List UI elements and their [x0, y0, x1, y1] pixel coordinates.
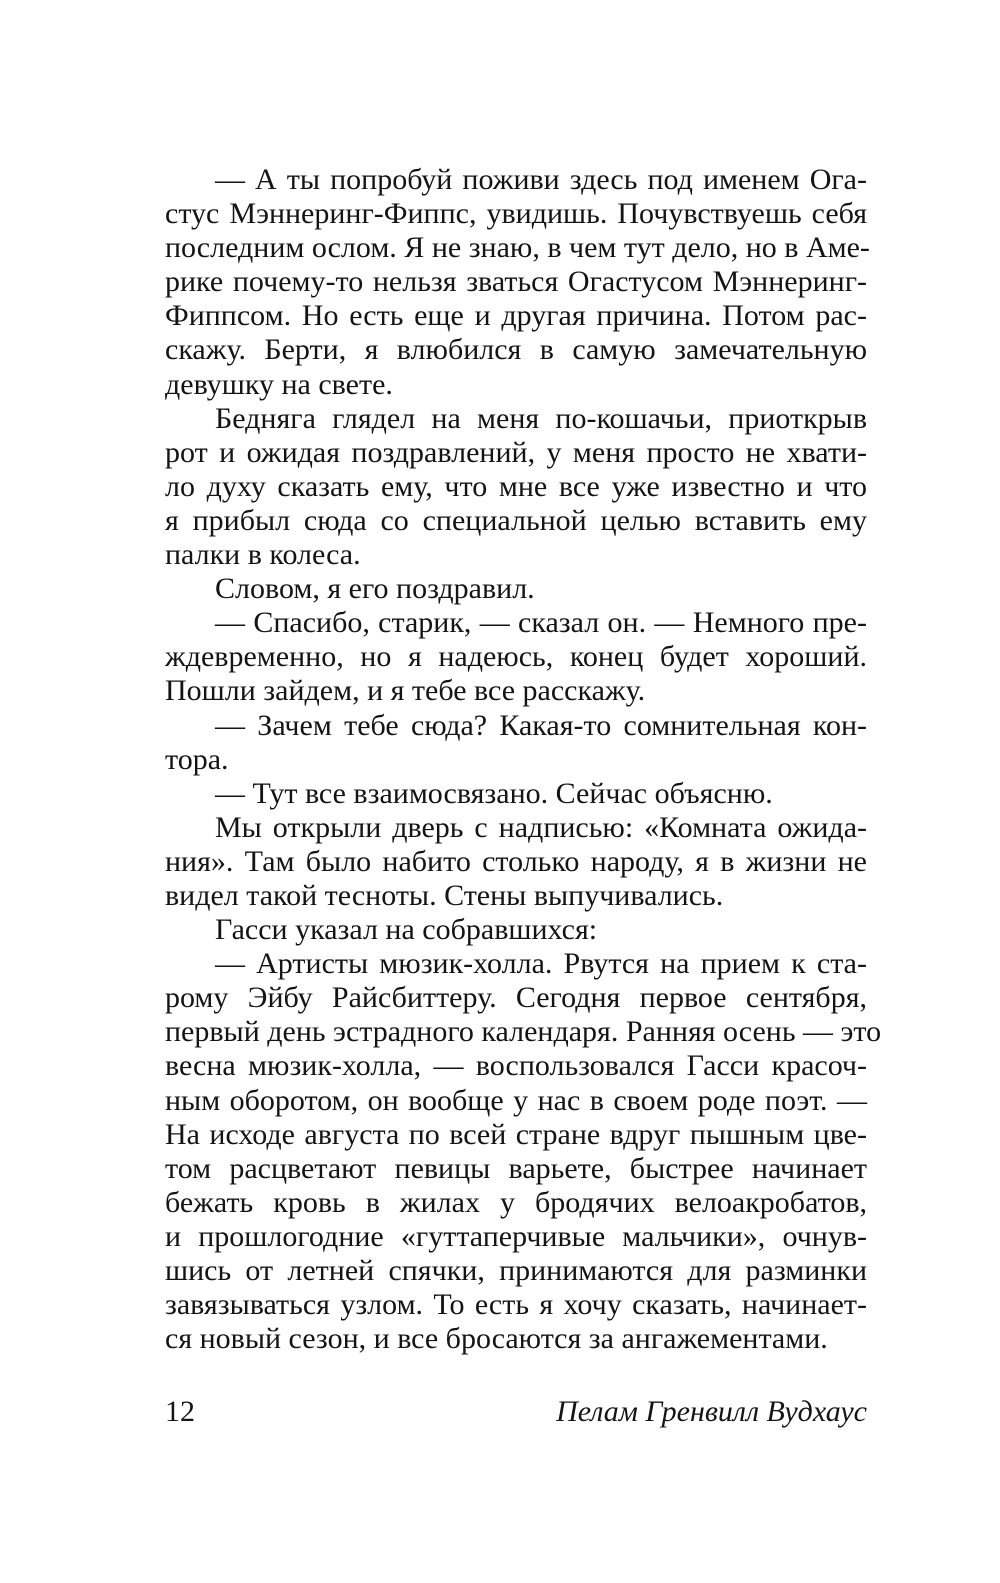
paragraph	[165, 572, 867, 606]
text-line: На исходе августа по всей стране вдруг пышным цве-	[165, 1117, 867, 1151]
text-line: — А ты попробуй поживи здесь под именем Ога-	[215, 163, 867, 196]
text-line: бежать кровь в жилах у бродячих велоакробатов,	[165, 1185, 867, 1219]
text-line: ным оборотом, он вообще у нас в своем роде поэт. —	[165, 1083, 867, 1117]
text-line: — Артисты мюзик-холла. Рвутся на прием к ста-	[215, 947, 867, 981]
text-line: ния». Там было набито столько народу, я в жизни не	[165, 844, 867, 878]
text-line: ждевременно, но я надеюсь, конец будет хороший.	[165, 640, 867, 674]
text-line: Бедняга глядел на меня по-кошачьи, приоткрыв	[215, 401, 867, 435]
paragraph	[165, 913, 867, 947]
paragraph	[165, 709, 867, 777]
text-line: рике почему-то нельзя зваться Огастусом Мэннеринг-	[165, 265, 867, 299]
text-line: девушку на свете.	[165, 367, 393, 401]
text-line: я прибыл сюда со специальной целью вставить ему	[165, 503, 867, 537]
paragraph	[165, 402, 867, 572]
text-line: рот и ожидая поздравлений, у меня просто не хвати-	[165, 435, 867, 469]
text-line: и прошлогодние «гуттаперчивые мальчики», очнув-	[165, 1219, 867, 1253]
paragraph	[165, 777, 867, 811]
text-line: том расцветают певицы варьете, быстрее начинает	[165, 1151, 867, 1185]
text-line: завязываться узлом. То есть я хочу сказать, начинает-	[165, 1288, 867, 1322]
text-line: — Тут все взаимосвязано. Сейчас объясню.	[215, 776, 773, 810]
paragraph	[165, 947, 882, 1356]
paragraph	[165, 811, 867, 913]
text-line: Пошли зайдем, и я тебе все расскажу.	[165, 674, 646, 708]
text-line: — Зачем тебе сюда? Какая-то сомнительная кон-	[215, 708, 867, 742]
page-number: 12	[165, 1395, 195, 1428]
text-line: Фиппсом. Но есть еще и другая причина. Потом рас-	[165, 299, 867, 333]
body-text	[165, 163, 882, 1356]
text-line: ся новый сезон, и все бросаются за ангажементами.	[165, 1322, 828, 1356]
text-line: ло духу сказать ему, что мне все уже известно и что	[165, 469, 867, 503]
running-footer-author: Пелам Гренвилл Вудхаус	[556, 1395, 867, 1428]
text-line: последним ослом. Я не знаю, в чем тут дело, но в Аме-	[165, 231, 870, 265]
text-line: Мы открыли дверь с надписью: «Комната ожида-	[215, 810, 867, 844]
text-line: первый день эстрадного календаря. Ранняя осень — это	[165, 1015, 882, 1049]
text-line: скажу. Берти, я влюбился в самую замечательную	[165, 333, 867, 367]
text-line: видел такой тесноты. Стены выпучивались.	[165, 878, 724, 912]
text-line: стус Мэннеринг-Фиппс, увидишь. Почувствуешь себя	[165, 197, 867, 231]
text-line: весна мюзик-холла, — воспользовался Гасси красоч-	[165, 1049, 867, 1083]
text-line: Гасси указал на собравшихся:	[215, 913, 598, 947]
paragraph	[165, 163, 870, 402]
paragraph	[165, 606, 867, 708]
text-line: тора.	[165, 742, 229, 776]
text-line: шись от летней спячки, принимаются для разминки	[165, 1254, 867, 1287]
text-line: Словом, я его поздравил.	[215, 572, 535, 606]
text-line: палки в колеса.	[165, 538, 361, 572]
text-line: — Спасибо, старик, — сказал он. — Немного пре-	[215, 606, 867, 640]
text-line: рому Эйбу Райсбиттеру. Сегодня первое сентября,	[165, 981, 867, 1015]
